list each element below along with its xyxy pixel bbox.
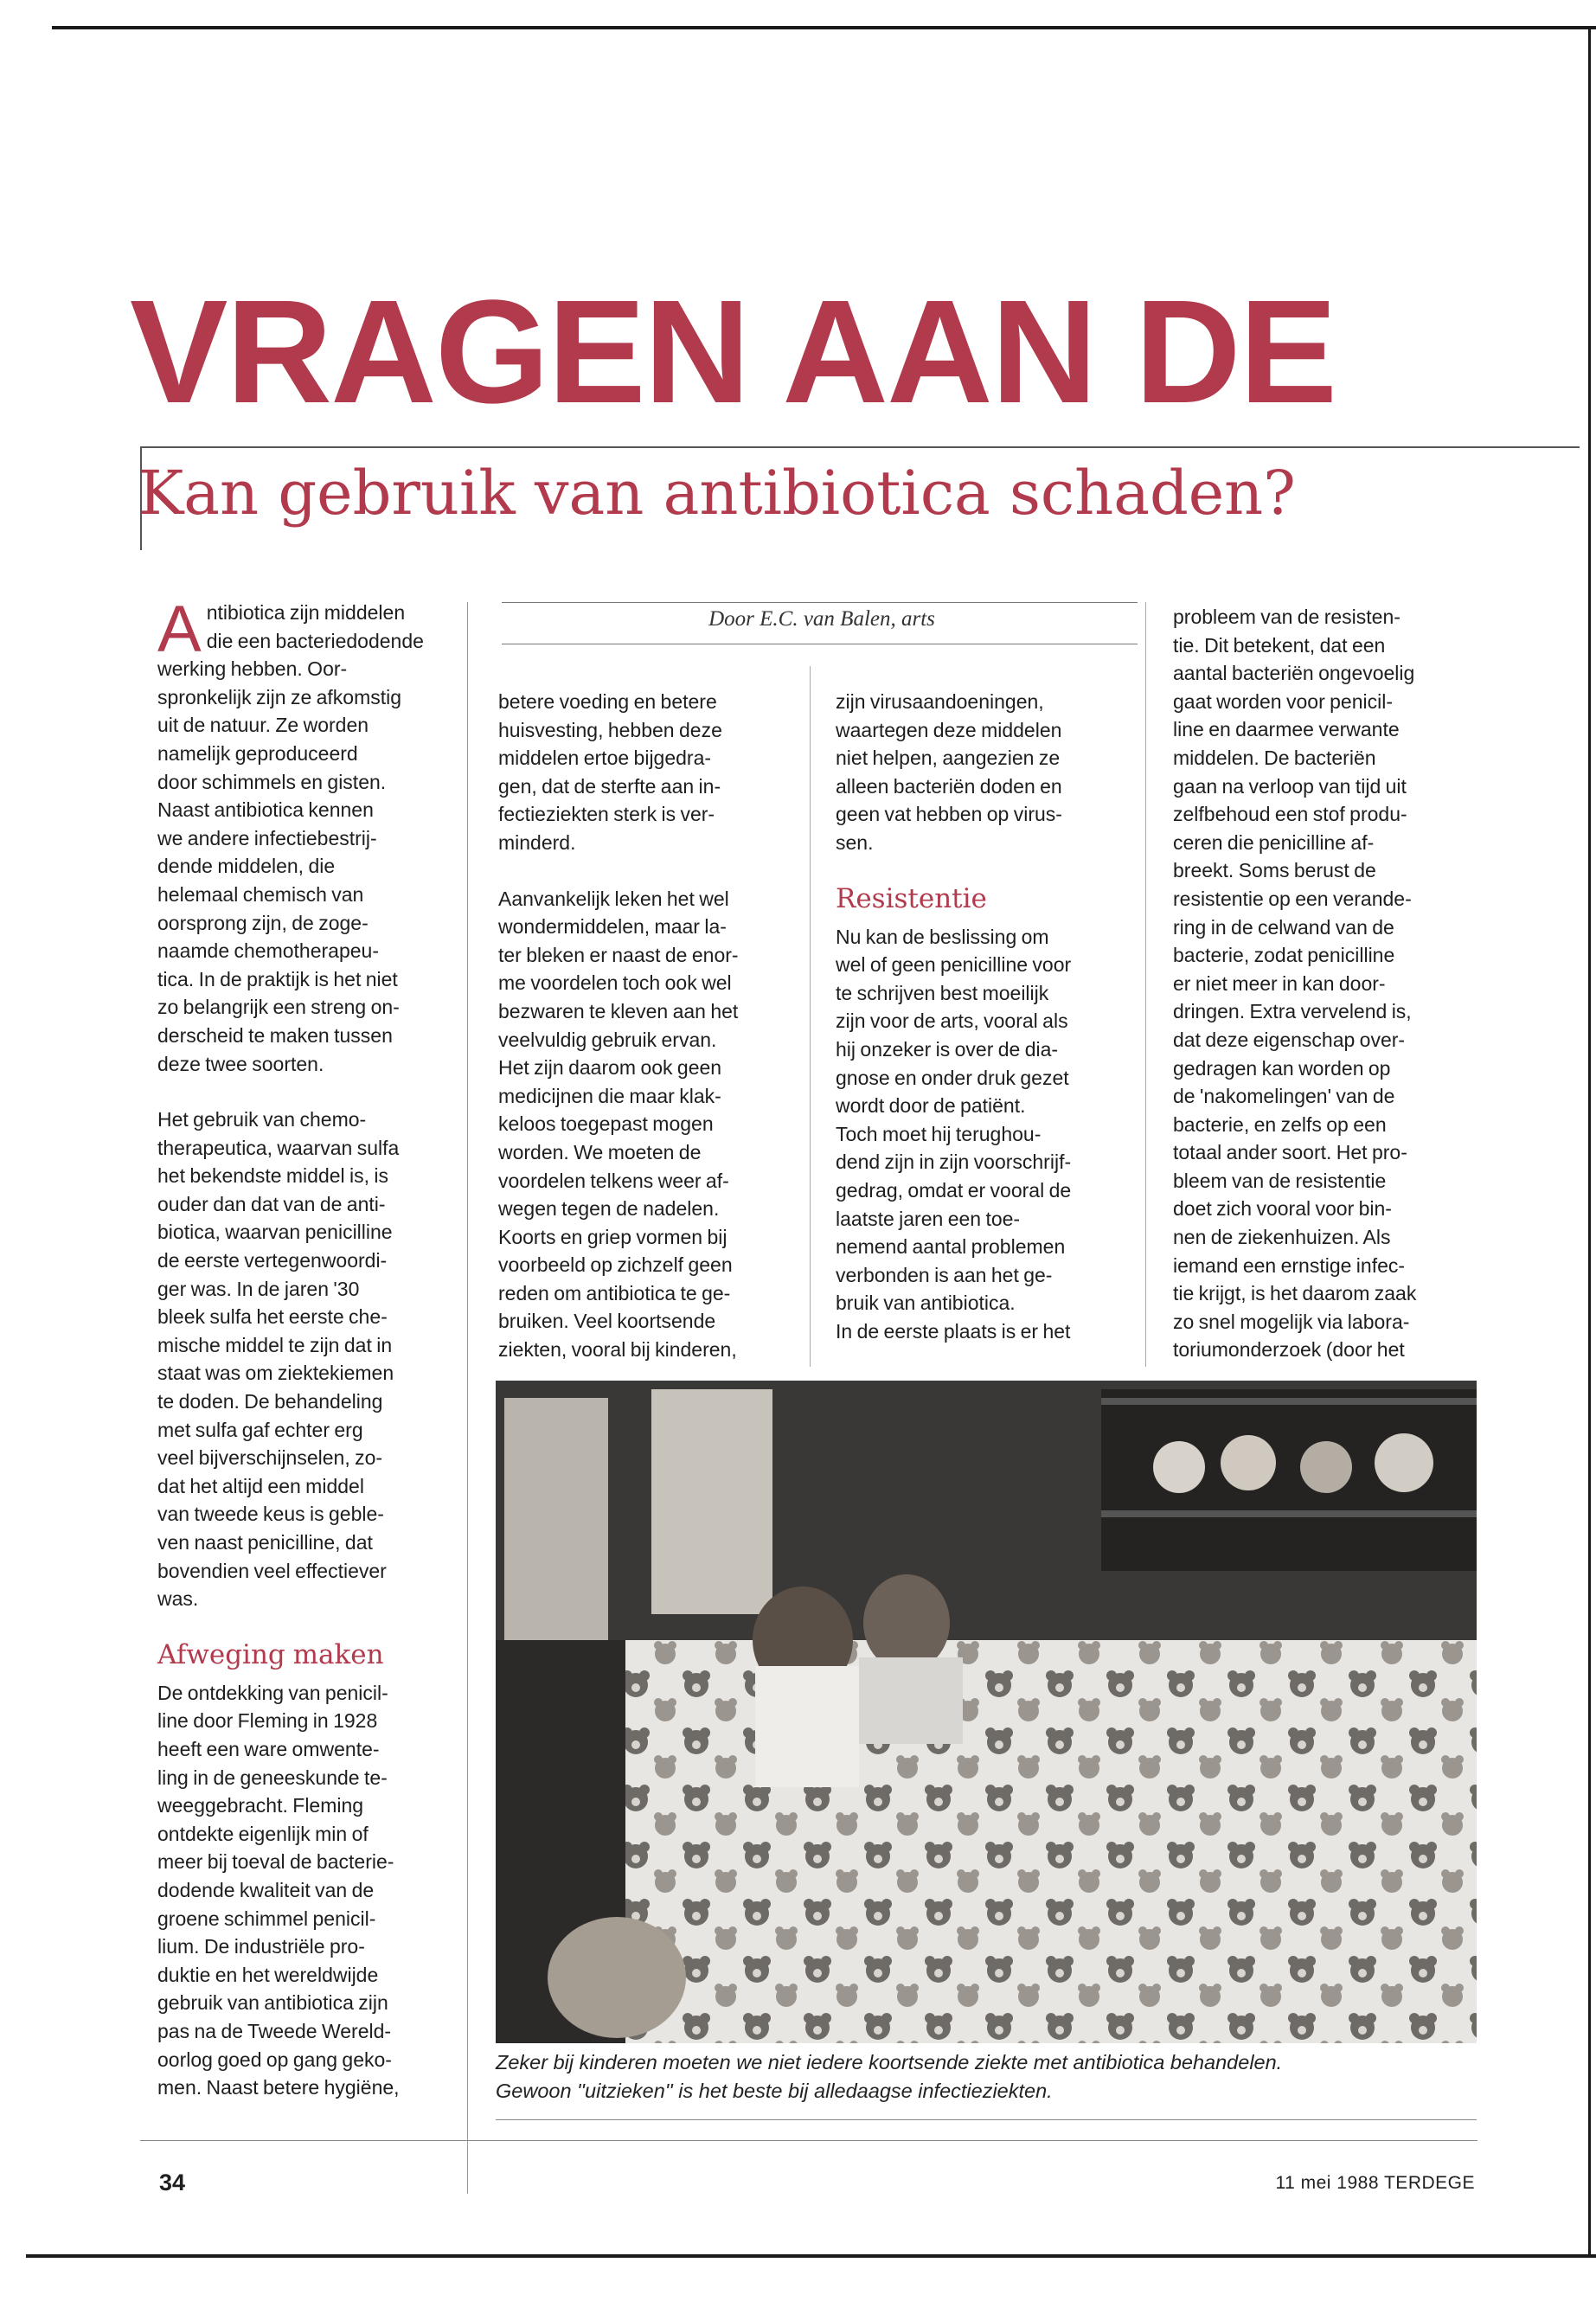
article-column-4 <box>1173 603 1486 1364</box>
bottom-border <box>26 2254 1596 2258</box>
article-photo <box>496 1381 1477 2043</box>
byline-rule-top <box>502 602 1138 603</box>
col4-paragraph-1: probleem van de resisten- tie. Dit betekent, dat een aantal bacteriën ongevoelig gaat worden voor penicil- line en daarmee verwante middelen. De bacteriën gaan na verloop van tijd uit zelfbehoud een stof produ- ceren die penicilline af- breekt. Soms berust de resistentie op een verande- ring in de celwand van de bacterie, zodat penicilline er niet meer in kan door- dringen. Extra vervelend is, dat deze eigenschap over- gedragen kan worden op de 'nakomelingen' van de bacterie, en zelfs op een totaal ander soort. Het pro- bleem van de resistentie doet zich vooral voor bin- nen de ziekenhuizen. Als iemand een ernstige infec- tie krijgt, is het daarom zaak zo snel mogelijk via labora- toriumonderzoek (door het <box>1173 606 1417 1362</box>
article-column-3 <box>836 688 1138 1345</box>
article-column-2 <box>498 688 801 1364</box>
subtitle-rule-top <box>140 446 1580 448</box>
article-column-1 <box>157 593 465 2102</box>
column-divider-2 <box>810 666 811 1367</box>
col1-paragraph-3: De ontdekking van penicil- line door Fleming in 1928 heeft een ware omwente- ling in de geneeskunde te- weeggebracht. Fleming ontdekte eigenlijk min of meer bij toeval de bacterie- dodende kwaliteit van de groene schimmel penicil- lium. De industriële pro- duktie en het wereldwijde gebruik van antibiotica zijn pas na de Tweede Wereld- oorlog goed op gang geko- men. Naast betere hygiëne, <box>157 1681 400 2099</box>
section-heading-resistentie: Resistentie <box>836 882 987 914</box>
footer-rule <box>140 2140 1477 2141</box>
photo-illustration <box>496 1381 1477 2043</box>
byline: Door E.C. van Balen, arts <box>708 607 935 631</box>
headline: VRAGEN AAN DE <box>130 270 1336 434</box>
column-divider-1 <box>467 602 468 2194</box>
caption-rule <box>496 2119 1477 2120</box>
issue-date: 11 mei 1988 TERDEGE <box>1275 2173 1475 2193</box>
col2-paragraph-2: Aanvankelijk leken het wel wondermiddelen, maar la- ter bleken er naast de enor- me voordelen toch ook wel bezwaren te kleven aan het veelvuldig gebruik ervan. Het zijn daarom ook geen medicijnen die maar klak- keloos toegepast mogen worden. We moeten de voordelen telkens weer af- wegen tegen de nadelen. Koorts en griep vormen bij voorbeeld op zichzelf geen reden om antibiotica te ge- bruiken. Veel koortsende ziekten, vooral bij kinderen, <box>498 887 739 1362</box>
col3-paragraph-2: Nu kan de beslissing om wel of geen penicilline voor te schrijven best moeilijk zijn voor de arts, vooral als hij onzeker is over de dia- gnose en onder druk gezet wordt door de patiënt. Toch moet hij terughou- dend zijn in zijn voorschrijf- gedrag, omdat er vooral de laatste jaren een toe- nemend aantal problemen verbonden is aan het ge- bruik van antibiotica. In de eerste plaats is er het <box>836 925 1072 1343</box>
col2-paragraph-1: betere voeding en betere huisvesting, hebben deze middelen ertoe bijgedra- gen, dat de sterfte aan in- fectieziekten sterk is ver- minderd. <box>498 690 722 854</box>
drop-cap: A <box>157 593 202 666</box>
column-divider-3 <box>1145 602 1146 1367</box>
section-heading-afweging: Afweging maken <box>157 1638 384 1670</box>
page-number: 34 <box>159 2170 186 2195</box>
right-border <box>1588 26 1591 2258</box>
col1-paragraph-2: Het gebruik van chemo- therapeutica, waarvan sulfa het bekendste middel is, is ouder dan dat van de anti- biotica, waarvan penicilline de eerste vertegenwoordi- ger was. In de jaren '30 bleek sulfa het eerste che- mische middel te zijn dat in staat was om ziektekiemen te doden. De behandeling met sulfa gaf echter erg veel bijverschijnselen, zo- dat het altijd een middel van tweede keus is geble- ven naast penicilline, dat bovendien veel effectiever was. <box>157 1108 400 1611</box>
col3-paragraph-1: zijn virusaandoeningen, waartegen deze middelen niet helpen, aangezien ze alleen bacteriën doden en geen vat hebben op virus- sen. <box>836 690 1062 854</box>
photo-caption: Zeker bij kinderen moeten we niet iedere koortsende ziekte met antibiotica behandelen. Gewoon ''uitzieken'' is het beste bij alledaagse infectieziekten. <box>496 2051 1283 2102</box>
subtitle: Kan gebruik van antibiotica schaden? <box>138 458 1296 529</box>
col1-paragraph-1: ntibiotica zijn middelen die een bacteriedodende werking hebben. Oor- spronkelijk zijn ze afkomstig uit de natuur. Ze worden namelijk geproduceerd door schimmels en gisten. Naast antibiotica kennen we andere infectiebestrij- dende middelen, die helemaal chemisch van oorsprong zijn, de zoge- naamde chemotherapeu- tica. In de praktijk is het niet zo belangrijk een streng on- derscheid te maken tussen deze twee soorten. <box>157 601 424 1075</box>
top-border <box>52 26 1596 29</box>
